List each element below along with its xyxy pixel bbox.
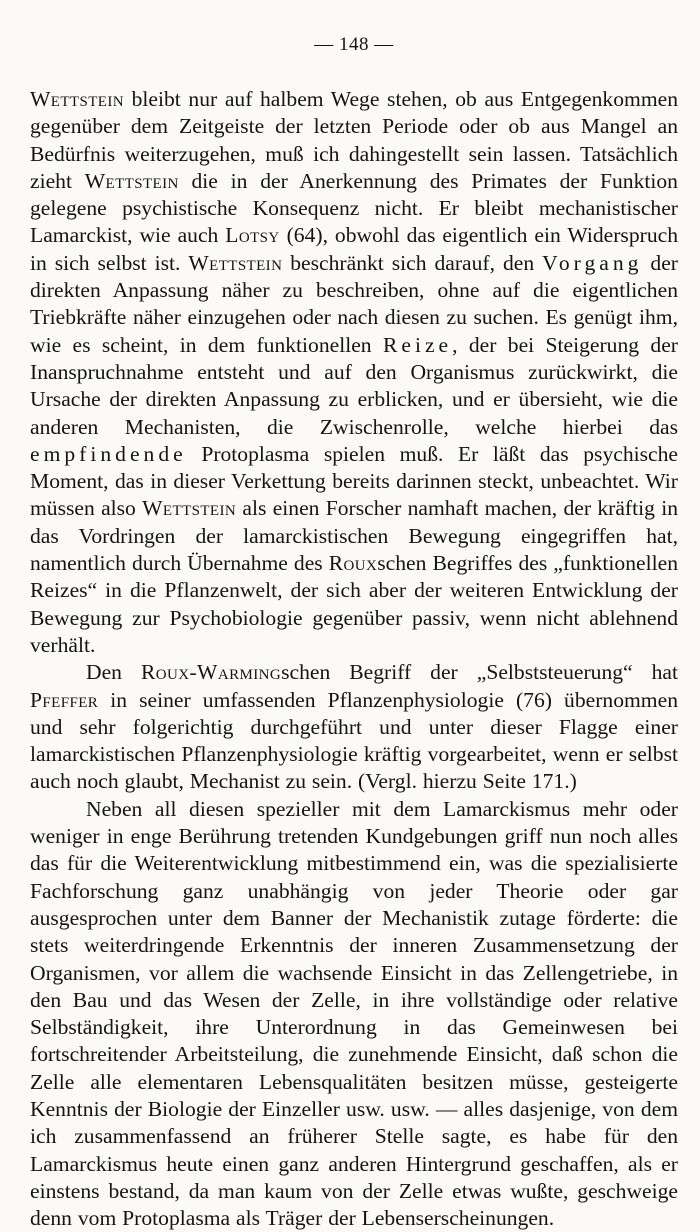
text-run: beschränkt sich darauf, den (282, 250, 543, 275)
emphasized-term: Vorgang (542, 250, 643, 275)
text-run: schen Begriff der „Selbststeuerung“ hat (281, 660, 679, 685)
emphasized-term: empfindende (30, 441, 187, 466)
paragraph (30, 86, 678, 659)
page-number: — 148 — (314, 34, 394, 55)
body-text (30, 86, 678, 1232)
text-run: (64), obwohl das eigentlich ein Widerspruch in sich selbst ist. (30, 223, 678, 275)
author-name: Roux-Warming (140, 660, 282, 685)
author-name: Wettstein (188, 250, 283, 275)
author-name: Roux (328, 551, 378, 576)
author-name: Wettstein (142, 496, 237, 521)
text-run: als einen Forscher namhaft machen, der kräftig in das Vordringen der lamarckistischen Bewegung eingegriffen hat, namentlich durch Übernahme des (30, 496, 678, 576)
text-run: Den (86, 660, 141, 685)
text-run: Neben all diesen spezieller mit dem Lamarckismus mehr oder weniger in enge Berührung tretenden Kundgebungen griff nun noch alles das für die Weiterentwicklung mitbestimmend ein, was die spezialisierte Fachforschung ganz unabhängig von jeder Theorie oder gar ausgesprochen unter dem Banner der Mechanistik zutage förderte: die stets weiterdringende Erkenntnis der inneren Zusammensetzung der Organismen, vor allem die wachsende Einsicht in das Zellengetriebe, in den Bau und das Wesen der Zelle, in ihre vollständige oder relative Selbständigkeit, ihre Unterordnung in das Gemeinwesen bei fortschreitender Arbeitsteilung, die zunehmende Einsicht, daß schon die Zelle alle elementaren Lebensqualitäten besitzen müsse, gesteigerte Kenntnis der Biologie der Einzeller usw. usw. — alles dasjenige, von dem ich zusammenfassend an früherer Stelle sagte, es habe für den Lamarckismus heute einen ganz anderen Hintergrund geschaffen, als er einstens bestand, da man kaum von der Zelle etwas wußte, geschweige denn vom Protoplasma als Träger der Lebenserscheinungen. (30, 796, 678, 1231)
paragraph (30, 659, 678, 795)
author-name: Wettstein (30, 87, 124, 111)
author-name: Wettstein (84, 168, 179, 193)
text-run: schen Begriffes des „funktionellen Reizes“ in die Pflanzenwelt, der sich aber der weiteren Entwicklung der Bewegung zur Psychobiologie gegenüber passiv, wenn nicht ablehnend verhält. (30, 551, 678, 657)
author-name: Pfeffer (30, 687, 99, 712)
text-run: Protoplasma spielen muß. Er läßt das psychische Moment, das in dieser Verkettung bereits darinnen steckt, unbeachtet. Wir müssen also (30, 441, 678, 521)
text-run: bleibt nur auf halbem Wege stehen, ob aus Entgegenkommen gegenüber dem Zeitgeiste der letzten Periode oder ob aus Mangel an Bedürfnis weiterzugehen, muß ich dahingestellt sein lassen. Tatsächlich zieht (30, 87, 678, 193)
author-name: Lotsy (225, 223, 280, 248)
text-run: in seiner umfassenden Pflanzenphysiologie (76) übernommen und sehr folgerichtig durchgeführt und unter dieser Flagge einer lamarckistischen Pflanzenphysiologie kräftig vorgearbeitet, wenn er selbst auch noch glaubt, Mechanist zu sein. (Vergl. hierzu Seite 171.) (30, 687, 678, 794)
text-run: , der bei Steigerung der Inanspruchnahme entsteht und auf den Organismus zurückwirkt, die Ursache der direkten Anpassung zu erblicken, und er übersieht, wie die anderen Mechanisten, die Zwischenrolle, welche hierbei das (30, 332, 678, 439)
paragraph (30, 796, 678, 1232)
text-run: die in der Anerkennung des Primates der Funktion gelegene psychistische Konsequenz nicht. Er bleibt mechanistischer Lamarckist, wie auch (30, 168, 678, 248)
text-run: der direkten Anpassung näher zu beschreiben, ohne auf die eigentlichen Triebkräfte näher einzugehen oder nach diesen zu suchen. Es genügt ihm, wie es scheint, in dem funktionellen (30, 250, 678, 357)
emphasized-term: Reize (382, 332, 453, 357)
